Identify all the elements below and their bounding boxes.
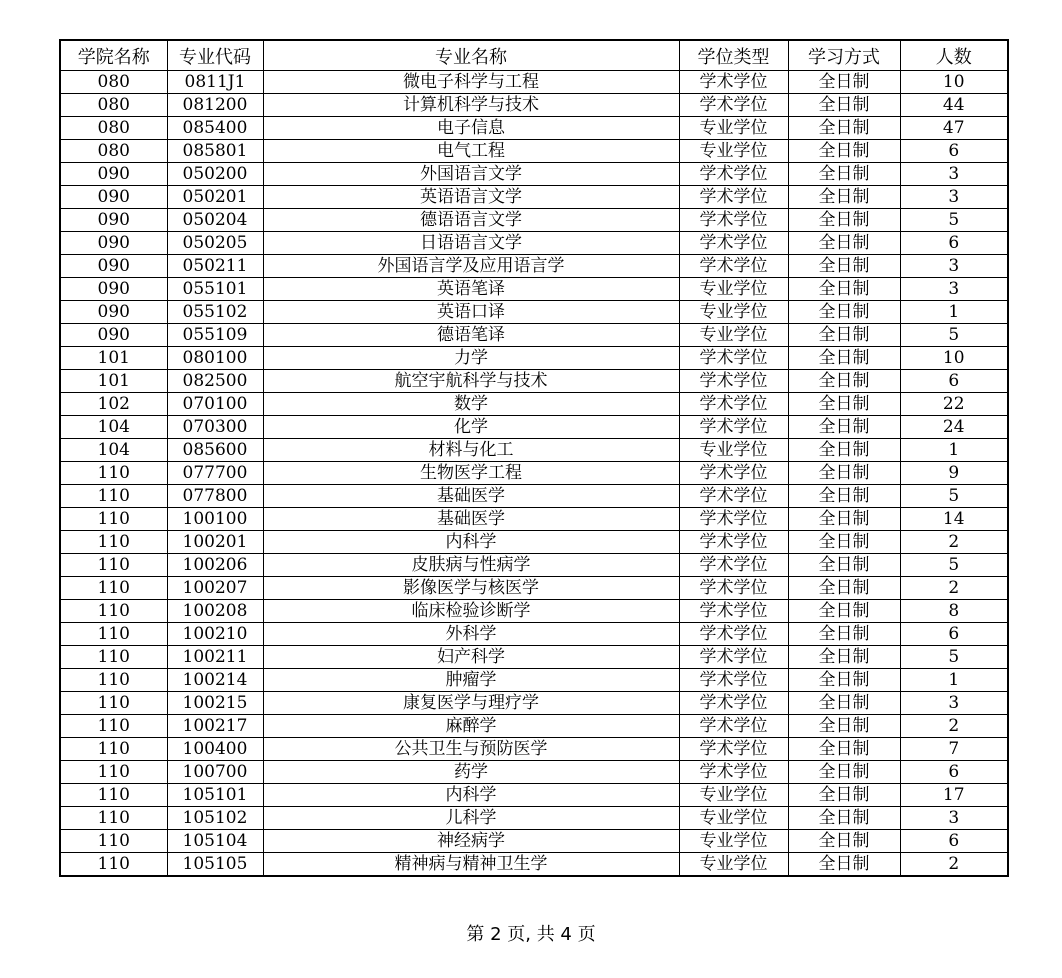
header-college-name: 学院名称 [60, 40, 167, 71]
headcount-cell: 14 [900, 508, 1008, 531]
major-name-cell: 临床检验诊断学 [263, 600, 679, 623]
degree-type-cell: 专业学位 [679, 807, 788, 830]
degree-type-cell: 学术学位 [679, 347, 788, 370]
degree-type-cell: 学术学位 [679, 761, 788, 784]
college-code-cell: 110 [60, 830, 167, 853]
major-code-cell: 081200 [167, 94, 263, 117]
major-name-cell: 外科学 [263, 623, 679, 646]
table-row [60, 393, 1008, 416]
table-row [60, 94, 1008, 117]
table-row [60, 669, 1008, 692]
major-code-cell: 082500 [167, 370, 263, 393]
degree-type-cell: 学术学位 [679, 370, 788, 393]
major-code-cell: 050211 [167, 255, 263, 278]
headcount-cell: 2 [900, 577, 1008, 600]
college-code-cell: 110 [60, 738, 167, 761]
major-name-cell: 微电子科学与工程 [263, 71, 679, 94]
degree-type-cell: 学术学位 [679, 738, 788, 761]
headcount-cell: 8 [900, 600, 1008, 623]
study-mode-cell: 全日制 [788, 94, 900, 117]
headcount-cell: 3 [900, 692, 1008, 715]
headcount-cell: 17 [900, 784, 1008, 807]
headcount-cell: 6 [900, 830, 1008, 853]
study-mode-cell: 全日制 [788, 738, 900, 761]
major-code-cell: 055102 [167, 301, 263, 324]
major-code-cell: 100217 [167, 715, 263, 738]
major-name-cell: 皮肤病与性病学 [263, 554, 679, 577]
major-code-cell: 085600 [167, 439, 263, 462]
study-mode-cell: 全日制 [788, 531, 900, 554]
college-code-cell: 110 [60, 508, 167, 531]
major-code-cell: 100206 [167, 554, 263, 577]
study-mode-cell: 全日制 [788, 784, 900, 807]
degree-type-cell: 专业学位 [679, 439, 788, 462]
degree-type-cell: 专业学位 [679, 853, 788, 877]
study-mode-cell: 全日制 [788, 232, 900, 255]
headcount-cell: 9 [900, 462, 1008, 485]
table-header-row [60, 40, 1008, 71]
major-code-cell: 105104 [167, 830, 263, 853]
table-body [60, 71, 1008, 877]
major-name-cell: 神经病学 [263, 830, 679, 853]
table-row [60, 485, 1008, 508]
table-row [60, 692, 1008, 715]
table-row [60, 278, 1008, 301]
degree-type-cell: 学术学位 [679, 393, 788, 416]
table-row [60, 554, 1008, 577]
headcount-cell: 3 [900, 186, 1008, 209]
study-mode-cell: 全日制 [788, 393, 900, 416]
study-mode-cell: 全日制 [788, 669, 900, 692]
degree-type-cell: 专业学位 [679, 784, 788, 807]
headcount-cell: 10 [900, 347, 1008, 370]
degree-type-cell: 学术学位 [679, 485, 788, 508]
major-name-cell: 康复医学与理疗学 [263, 692, 679, 715]
table-row [60, 623, 1008, 646]
study-mode-cell: 全日制 [788, 278, 900, 301]
degree-type-cell: 专业学位 [679, 324, 788, 347]
study-mode-cell: 全日制 [788, 71, 900, 94]
table-row [60, 347, 1008, 370]
major-name-cell: 公共卫生与预防医学 [263, 738, 679, 761]
table-row [60, 439, 1008, 462]
page-number: 第 2 页, 共 4 页 [466, 924, 596, 945]
degree-type-cell: 专业学位 [679, 117, 788, 140]
college-code-cell: 110 [60, 669, 167, 692]
major-name-cell: 基础医学 [263, 485, 679, 508]
degree-type-cell: 学术学位 [679, 186, 788, 209]
college-code-cell: 102 [60, 393, 167, 416]
degree-type-cell: 学术学位 [679, 669, 788, 692]
major-name-cell: 麻醉学 [263, 715, 679, 738]
table-row [60, 324, 1008, 347]
table-row [60, 71, 1008, 94]
enrollment-table-container [59, 39, 1009, 877]
degree-type-cell: 学术学位 [679, 715, 788, 738]
headcount-cell: 7 [900, 738, 1008, 761]
major-name-cell: 英语口译 [263, 301, 679, 324]
table-row [60, 577, 1008, 600]
degree-type-cell: 学术学位 [679, 94, 788, 117]
major-code-cell: 050201 [167, 186, 263, 209]
headcount-cell: 6 [900, 232, 1008, 255]
major-name-cell: 生物医学工程 [263, 462, 679, 485]
headcount-cell: 6 [900, 370, 1008, 393]
study-mode-cell: 全日制 [788, 554, 900, 577]
table-row [60, 761, 1008, 784]
degree-type-cell: 学术学位 [679, 255, 788, 278]
headcount-cell: 1 [900, 439, 1008, 462]
study-mode-cell: 全日制 [788, 370, 900, 393]
college-code-cell: 080 [60, 94, 167, 117]
major-code-cell: 050205 [167, 232, 263, 255]
major-name-cell: 内科学 [263, 784, 679, 807]
major-code-cell: 100214 [167, 669, 263, 692]
major-code-cell: 077800 [167, 485, 263, 508]
major-code-cell: 100208 [167, 600, 263, 623]
study-mode-cell: 全日制 [788, 761, 900, 784]
college-code-cell: 104 [60, 416, 167, 439]
college-code-cell: 101 [60, 370, 167, 393]
major-code-cell: 070100 [167, 393, 263, 416]
study-mode-cell: 全日制 [788, 807, 900, 830]
major-code-cell: 100215 [167, 692, 263, 715]
table-row [60, 232, 1008, 255]
table-row [60, 140, 1008, 163]
headcount-cell: 3 [900, 278, 1008, 301]
college-code-cell: 090 [60, 255, 167, 278]
major-name-cell: 德语语言文学 [263, 209, 679, 232]
college-code-cell: 090 [60, 278, 167, 301]
header-major-name: 专业名称 [263, 40, 679, 71]
headcount-cell: 47 [900, 117, 1008, 140]
college-code-cell: 110 [60, 853, 167, 877]
table-row [60, 830, 1008, 853]
degree-type-cell: 专业学位 [679, 278, 788, 301]
table-row [60, 738, 1008, 761]
major-name-cell: 儿科学 [263, 807, 679, 830]
major-code-cell: 085400 [167, 117, 263, 140]
headcount-cell: 3 [900, 163, 1008, 186]
college-code-cell: 090 [60, 209, 167, 232]
college-code-cell: 110 [60, 646, 167, 669]
college-code-cell: 080 [60, 140, 167, 163]
headcount-cell: 5 [900, 324, 1008, 347]
headcount-cell: 6 [900, 623, 1008, 646]
headcount-cell: 1 [900, 669, 1008, 692]
headcount-cell: 22 [900, 393, 1008, 416]
headcount-cell: 2 [900, 715, 1008, 738]
headcount-cell: 2 [900, 853, 1008, 877]
table-row [60, 508, 1008, 531]
college-code-cell: 090 [60, 232, 167, 255]
study-mode-cell: 全日制 [788, 347, 900, 370]
major-name-cell: 英语笔译 [263, 278, 679, 301]
study-mode-cell: 全日制 [788, 692, 900, 715]
major-name-cell: 基础医学 [263, 508, 679, 531]
major-name-cell: 德语笔译 [263, 324, 679, 347]
degree-type-cell: 学术学位 [679, 209, 788, 232]
table-row [60, 163, 1008, 186]
degree-type-cell: 学术学位 [679, 531, 788, 554]
college-code-cell: 110 [60, 715, 167, 738]
table-row [60, 117, 1008, 140]
major-name-cell: 内科学 [263, 531, 679, 554]
study-mode-cell: 全日制 [788, 462, 900, 485]
major-code-cell: 050204 [167, 209, 263, 232]
degree-type-cell: 学术学位 [679, 508, 788, 531]
study-mode-cell: 全日制 [788, 117, 900, 140]
degree-type-cell: 学术学位 [679, 577, 788, 600]
college-code-cell: 110 [60, 692, 167, 715]
major-name-cell: 化学 [263, 416, 679, 439]
study-mode-cell: 全日制 [788, 163, 900, 186]
study-mode-cell: 全日制 [788, 324, 900, 347]
degree-type-cell: 学术学位 [679, 623, 788, 646]
headcount-cell: 44 [900, 94, 1008, 117]
college-code-cell: 110 [60, 761, 167, 784]
college-code-cell: 080 [60, 117, 167, 140]
degree-type-cell: 学术学位 [679, 232, 788, 255]
table-row [60, 715, 1008, 738]
table-row [60, 462, 1008, 485]
study-mode-cell: 全日制 [788, 140, 900, 163]
degree-type-cell: 学术学位 [679, 692, 788, 715]
degree-type-cell: 专业学位 [679, 140, 788, 163]
study-mode-cell: 全日制 [788, 646, 900, 669]
table-row [60, 301, 1008, 324]
headcount-cell: 3 [900, 255, 1008, 278]
major-name-cell: 药学 [263, 761, 679, 784]
study-mode-cell: 全日制 [788, 830, 900, 853]
major-name-cell: 精神病与精神卫生学 [263, 853, 679, 877]
major-code-cell: 105101 [167, 784, 263, 807]
major-name-cell: 日语语言文学 [263, 232, 679, 255]
college-code-cell: 104 [60, 439, 167, 462]
major-code-cell: 070300 [167, 416, 263, 439]
degree-type-cell: 学术学位 [679, 163, 788, 186]
major-code-cell: 100211 [167, 646, 263, 669]
table-row [60, 853, 1008, 877]
table-row [60, 255, 1008, 278]
headcount-cell: 10 [900, 71, 1008, 94]
major-name-cell: 妇产科学 [263, 646, 679, 669]
table-row [60, 600, 1008, 623]
college-code-cell: 090 [60, 186, 167, 209]
major-code-cell: 100207 [167, 577, 263, 600]
college-code-cell: 090 [60, 324, 167, 347]
study-mode-cell: 全日制 [788, 853, 900, 877]
enrollment-table [59, 39, 1009, 877]
major-code-cell: 100201 [167, 531, 263, 554]
study-mode-cell: 全日制 [788, 439, 900, 462]
major-name-cell: 电气工程 [263, 140, 679, 163]
major-name-cell: 英语语言文学 [263, 186, 679, 209]
headcount-cell: 24 [900, 416, 1008, 439]
headcount-cell: 5 [900, 554, 1008, 577]
college-code-cell: 110 [60, 577, 167, 600]
headcount-cell: 2 [900, 531, 1008, 554]
study-mode-cell: 全日制 [788, 623, 900, 646]
table-row [60, 784, 1008, 807]
degree-type-cell: 学术学位 [679, 71, 788, 94]
major-name-cell: 计算机科学与技术 [263, 94, 679, 117]
table-row [60, 370, 1008, 393]
major-code-cell: 100400 [167, 738, 263, 761]
table-row [60, 646, 1008, 669]
table-row [60, 416, 1008, 439]
major-code-cell: 080100 [167, 347, 263, 370]
header-major-code: 专业代码 [167, 40, 263, 71]
college-code-cell: 110 [60, 807, 167, 830]
table-row [60, 531, 1008, 554]
headcount-cell: 6 [900, 761, 1008, 784]
college-code-cell: 090 [60, 163, 167, 186]
major-name-cell: 外国语言文学 [263, 163, 679, 186]
major-name-cell: 影像医学与核医学 [263, 577, 679, 600]
major-code-cell: 085801 [167, 140, 263, 163]
college-code-cell: 110 [60, 462, 167, 485]
degree-type-cell: 专业学位 [679, 301, 788, 324]
college-code-cell: 110 [60, 531, 167, 554]
headcount-cell: 5 [900, 209, 1008, 232]
study-mode-cell: 全日制 [788, 485, 900, 508]
study-mode-cell: 全日制 [788, 577, 900, 600]
headcount-cell: 3 [900, 807, 1008, 830]
table-row [60, 807, 1008, 830]
major-name-cell: 数学 [263, 393, 679, 416]
college-code-cell: 110 [60, 600, 167, 623]
major-code-cell: 100700 [167, 761, 263, 784]
major-name-cell: 材料与化工 [263, 439, 679, 462]
table-row [60, 186, 1008, 209]
degree-type-cell: 专业学位 [679, 830, 788, 853]
headcount-cell: 1 [900, 301, 1008, 324]
study-mode-cell: 全日制 [788, 715, 900, 738]
major-code-cell: 100210 [167, 623, 263, 646]
major-code-cell: 105102 [167, 807, 263, 830]
degree-type-cell: 学术学位 [679, 646, 788, 669]
degree-type-cell: 学术学位 [679, 600, 788, 623]
degree-type-cell: 学术学位 [679, 554, 788, 577]
headcount-cell: 6 [900, 140, 1008, 163]
college-code-cell: 110 [60, 784, 167, 807]
headcount-cell: 5 [900, 485, 1008, 508]
major-name-cell: 肿瘤学 [263, 669, 679, 692]
study-mode-cell: 全日制 [788, 255, 900, 278]
major-name-cell: 航空宇航科学与技术 [263, 370, 679, 393]
degree-type-cell: 学术学位 [679, 416, 788, 439]
header-study-mode: 学习方式 [788, 40, 900, 71]
major-code-cell: 0811J1 [167, 71, 263, 94]
major-code-cell: 055101 [167, 278, 263, 301]
college-code-cell: 090 [60, 301, 167, 324]
degree-type-cell: 学术学位 [679, 462, 788, 485]
college-code-cell: 110 [60, 623, 167, 646]
college-code-cell: 101 [60, 347, 167, 370]
major-code-cell: 077700 [167, 462, 263, 485]
study-mode-cell: 全日制 [788, 209, 900, 232]
study-mode-cell: 全日制 [788, 508, 900, 531]
college-code-cell: 110 [60, 485, 167, 508]
college-code-cell: 110 [60, 554, 167, 577]
major-code-cell: 055109 [167, 324, 263, 347]
major-code-cell: 105105 [167, 853, 263, 877]
major-name-cell: 外国语言学及应用语言学 [263, 255, 679, 278]
major-name-cell: 电子信息 [263, 117, 679, 140]
study-mode-cell: 全日制 [788, 186, 900, 209]
header-degree-type: 学位类型 [679, 40, 788, 71]
major-code-cell: 100100 [167, 508, 263, 531]
study-mode-cell: 全日制 [788, 301, 900, 324]
major-name-cell: 力学 [263, 347, 679, 370]
major-code-cell: 050200 [167, 163, 263, 186]
table-row [60, 209, 1008, 232]
study-mode-cell: 全日制 [788, 416, 900, 439]
study-mode-cell: 全日制 [788, 600, 900, 623]
headcount-cell: 5 [900, 646, 1008, 669]
header-headcount: 人数 [900, 40, 1008, 71]
college-code-cell: 080 [60, 71, 167, 94]
